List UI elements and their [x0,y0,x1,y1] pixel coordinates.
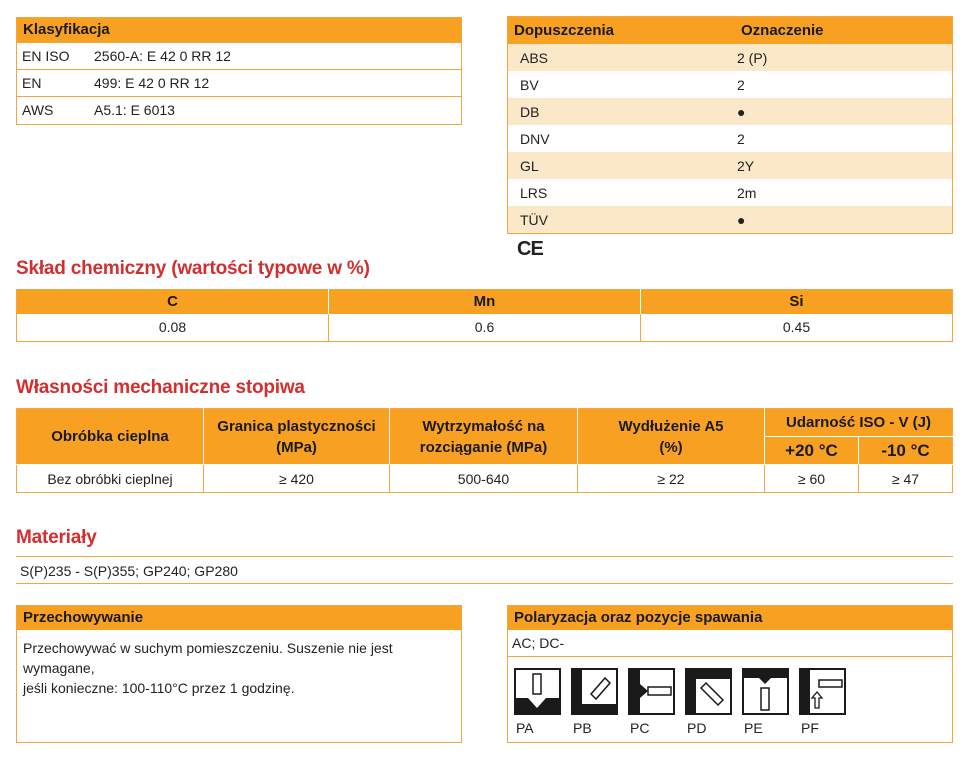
pf-position-icon [799,668,846,715]
przechowywanie-line: jeśli konieczne: 100-110°C przez 1 godzinę. [23,680,295,696]
mech-header-udarnosc: Udarność ISO - V (J) [765,409,953,437]
pb-position-icon [571,668,618,715]
dop-mark: 2 (P) [725,44,952,71]
klas-value: 499: E 42 0 RR 12 [89,70,461,97]
table-row [17,43,461,70]
dop-name: GL [508,152,725,179]
mech-value-wytrz: 500-640 [390,465,578,493]
pos-label: PA [516,720,534,736]
klasyfikacja-table [17,42,461,124]
pos-label: PE [744,720,763,736]
klas-standard: AWS [17,97,89,124]
materialy-text: S(P)235 - S(P)355; GP240; GP280 [16,556,953,584]
pos-label: PC [630,720,650,736]
table-row [508,71,952,98]
polaryzacja-current: AC; DC- [508,630,952,657]
przechowywanie-box [16,605,462,743]
table-row [508,125,952,152]
sklad-value: 0.45 [782,319,811,336]
sklad-value: 0.6 [329,314,641,342]
table-row [508,206,952,233]
table-header-row [508,17,952,44]
pe-position-icon [742,668,789,715]
mech-header-obrobka: Obróbka cieplna [17,409,204,465]
table-header-row [17,290,953,314]
dop-name: DNV [520,130,550,147]
mech-value-wydl: ≥ 22 [578,465,765,493]
table-row [17,465,953,493]
dop-mark: 2 [737,130,745,147]
dop-mark: 2m [737,184,757,201]
dopuszczenia-table [508,17,952,233]
pc-position-icon [628,668,675,715]
pa-position-icon [514,668,561,715]
table-row [508,152,952,179]
klas-value: A5.1: E 6013 [89,97,461,124]
mech-value-t1: ≥ 60 [765,465,859,493]
mech-header-wytrz: Wytrzymałość na rozciąganie (MPa) [390,409,578,465]
sklad-value: 0.08 [17,314,329,342]
mech-table [16,408,953,493]
przechowywanie-line: Przechowywać w suchym pomieszczeniu. Suszenie nie jest wymagane, [23,640,393,676]
mech-header-wydl: Wydłużenie A5 (%) [578,409,765,465]
mech-header-t1: +20 °C [765,437,859,465]
klasyfikacja-box [16,17,462,125]
dop-name: BV [520,76,539,93]
mech-value-granica: ≥ 420 [204,465,390,493]
dop-mark: ● [725,98,952,125]
pos-label: PD [687,720,707,736]
materialy-title: Materiały [16,527,97,548]
table-header-row [17,409,953,437]
dop-mark: 2Y [725,152,952,179]
dopuszczenia-box [507,16,953,234]
sklad-header: C [17,290,329,314]
dop-mark: ● [725,206,952,233]
table-row [508,179,952,206]
mech-title: Własności mechaniczne stopiwa [16,377,305,398]
mech-header-t2: -10 °C [859,437,953,465]
sklad-header: Mn [329,290,641,314]
table-row [17,97,461,124]
dop-name: DB [508,98,725,125]
table-row [17,70,461,97]
dop-name: ABS [508,44,725,71]
table-row [17,314,953,342]
klasyfikacja-title: Klasyfikacja [17,18,461,42]
polaryzacja-title: Polaryzacja oraz pozycje spawania [508,606,952,630]
klas-value: 2560-A: E 42 0 RR 12 [89,43,461,70]
table-row [508,44,952,71]
mech-value-t2: ≥ 47 [891,470,920,487]
sklad-title: Skład chemiczny (wartości typowe w %) [16,258,370,279]
przechowywanie-title: Przechowywanie [17,606,461,630]
dop-mark: 2 [737,76,745,93]
mech-header-granica: Granica plastyczności (MPa) [204,409,390,465]
ce-mark: CE [517,238,543,260]
table-row [508,98,952,125]
pos-label: PB [573,720,592,736]
dop-col-header: Oznaczenie [725,17,952,44]
sklad-table [16,289,953,342]
klas-standard: EN [17,70,89,97]
mech-value-obrobka: Bez obróbki cieplnej [17,465,204,493]
pos-label: PF [801,720,819,736]
przechowywanie-text [17,630,461,706]
dop-name: LRS [520,184,548,201]
dop-col-header: Dopuszczenia [508,17,725,44]
sklad-header: Si [641,290,953,314]
klas-standard: EN ISO [17,43,89,70]
dop-name: TÜV [508,206,725,233]
pd-position-icon [685,668,732,715]
